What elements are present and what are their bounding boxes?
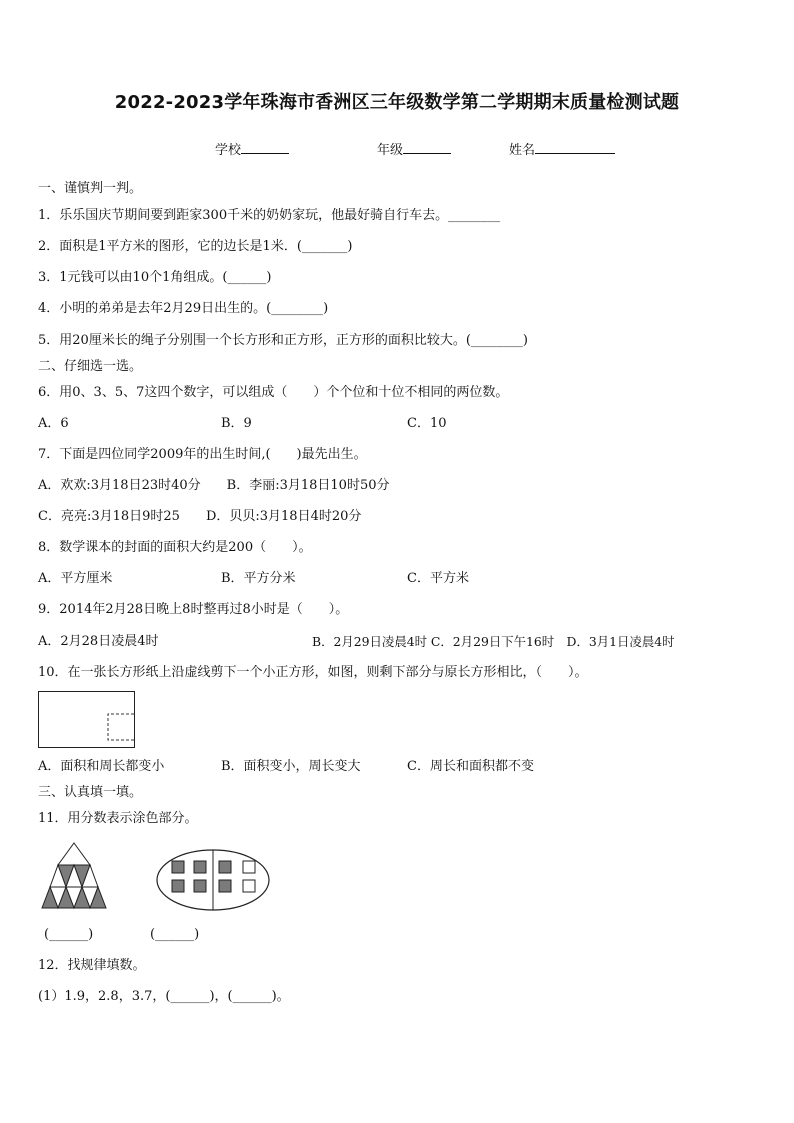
triangle-figure xyxy=(40,841,108,911)
q10-option-c[interactable]: C．周长和面积都不变 xyxy=(407,759,534,774)
question-9-stem: 9．2014年2月28日晚上8时整再过8小时是（ ）。 xyxy=(38,602,349,617)
question-5: 5．用20厘米长的绳子分别围一个长方形和正方形，正方形的面积比较大。(________) xyxy=(38,333,528,348)
name-field[interactable] xyxy=(509,141,615,160)
q7-options-ab[interactable]: A．欢欢:3月18日23时40分 B．李丽:3月18日10时50分 xyxy=(38,478,390,493)
rectangle-outline xyxy=(39,692,135,748)
question-6-stem: 6．用0、3、5、7这四个数字，可以组成（ ）个个位和十位不相同的两位数。 xyxy=(38,385,509,400)
q11-blank-2[interactable]: (______) xyxy=(150,927,200,942)
q11-blank-1[interactable]: (______) xyxy=(44,927,94,942)
question-7-stem: 7．下面是四位同学2009年的出生时间,( )最先出生。 xyxy=(38,447,367,462)
q6-option-a[interactable]: A．6 xyxy=(38,416,69,431)
square-shaded xyxy=(172,861,184,873)
square-shaded xyxy=(172,880,184,892)
q8-option-c[interactable]: C．平方米 xyxy=(407,571,469,586)
question-3: 3．1元钱可以由10个1角组成。(______) xyxy=(38,270,272,285)
grade-label: 年级 xyxy=(377,143,404,158)
name-blank[interactable] xyxy=(535,141,615,154)
square-empty xyxy=(243,861,255,873)
school-field[interactable] xyxy=(215,141,289,160)
question-2: 2．面积是1平方米的图形，它的边长是1米．(_______) xyxy=(38,239,353,254)
dashed-square-cut xyxy=(108,714,134,740)
q10-option-a[interactable]: A．面积和周长都变小 xyxy=(38,759,165,774)
q8-option-b[interactable]: B．平方分米 xyxy=(221,571,296,586)
question-1: 1．乐乐国庆节期间要到距家300千米的奶奶家玩，他最好骑自行车去。________ xyxy=(38,208,501,223)
q10-option-b[interactable]: B．面积变小，周长变大 xyxy=(221,759,361,774)
section-2-heading: 二、仔细选一选。 xyxy=(38,359,143,374)
question-10-stem: 10．在一张长方形纸上沿虚线剪下一个小正方形，如图，则剩下部分与原长方形相比，（ ）。 xyxy=(38,665,588,680)
school-blank[interactable] xyxy=(241,141,289,154)
question-8-stem: 8．数学课本的封面的面积大约是200（ ）。 xyxy=(38,540,312,555)
oval-squares-figure xyxy=(156,848,272,912)
q7-options-cd[interactable]: C．亮亮:3月18日9时25 D．贝贝:3月18日4时20分 xyxy=(38,509,362,524)
q6-option-b[interactable]: B．9 xyxy=(221,416,252,431)
grade-blank[interactable] xyxy=(403,141,451,154)
square-empty xyxy=(243,880,255,892)
grade-field[interactable] xyxy=(377,141,451,160)
question-11-stem: 11．用分数表示涂色部分。 xyxy=(38,811,198,826)
question-4: 4．小明的弟弟是去年2月29日出生的。(________) xyxy=(38,301,329,316)
q9-options-bcd[interactable]: B．2月29日凌晨4时 C．2月29日下午16时 D．3月1日凌晨4时 xyxy=(312,634,675,649)
q12-part-1[interactable]: (1）1.9，2.8，3.7，(______)，(______)。 xyxy=(38,989,290,1004)
q8-option-a[interactable]: A．平方厘米 xyxy=(38,571,113,586)
q9-option-a[interactable]: A．2月28日凌晨4时 xyxy=(38,634,159,649)
square-shaded xyxy=(219,880,231,892)
tri-cell-top xyxy=(58,843,90,865)
name-label: 姓名 xyxy=(509,143,536,158)
question-12-stem: 12．找规律填数。 xyxy=(38,958,146,973)
square-shaded xyxy=(219,861,231,873)
school-label: 学校 xyxy=(215,143,242,158)
cut-rectangle-figure xyxy=(38,690,136,750)
page-title: 2022-2023学年珠海市香洲区三年级数学第二学期期末质量检测试题 xyxy=(114,92,680,113)
square-shaded xyxy=(194,861,206,873)
section-3-heading: 三、认真填一填。 xyxy=(38,785,143,800)
section-1-heading: 一、谨慎判一判。 xyxy=(38,181,143,196)
q6-option-c[interactable]: C．10 xyxy=(407,416,447,431)
square-shaded xyxy=(194,880,206,892)
